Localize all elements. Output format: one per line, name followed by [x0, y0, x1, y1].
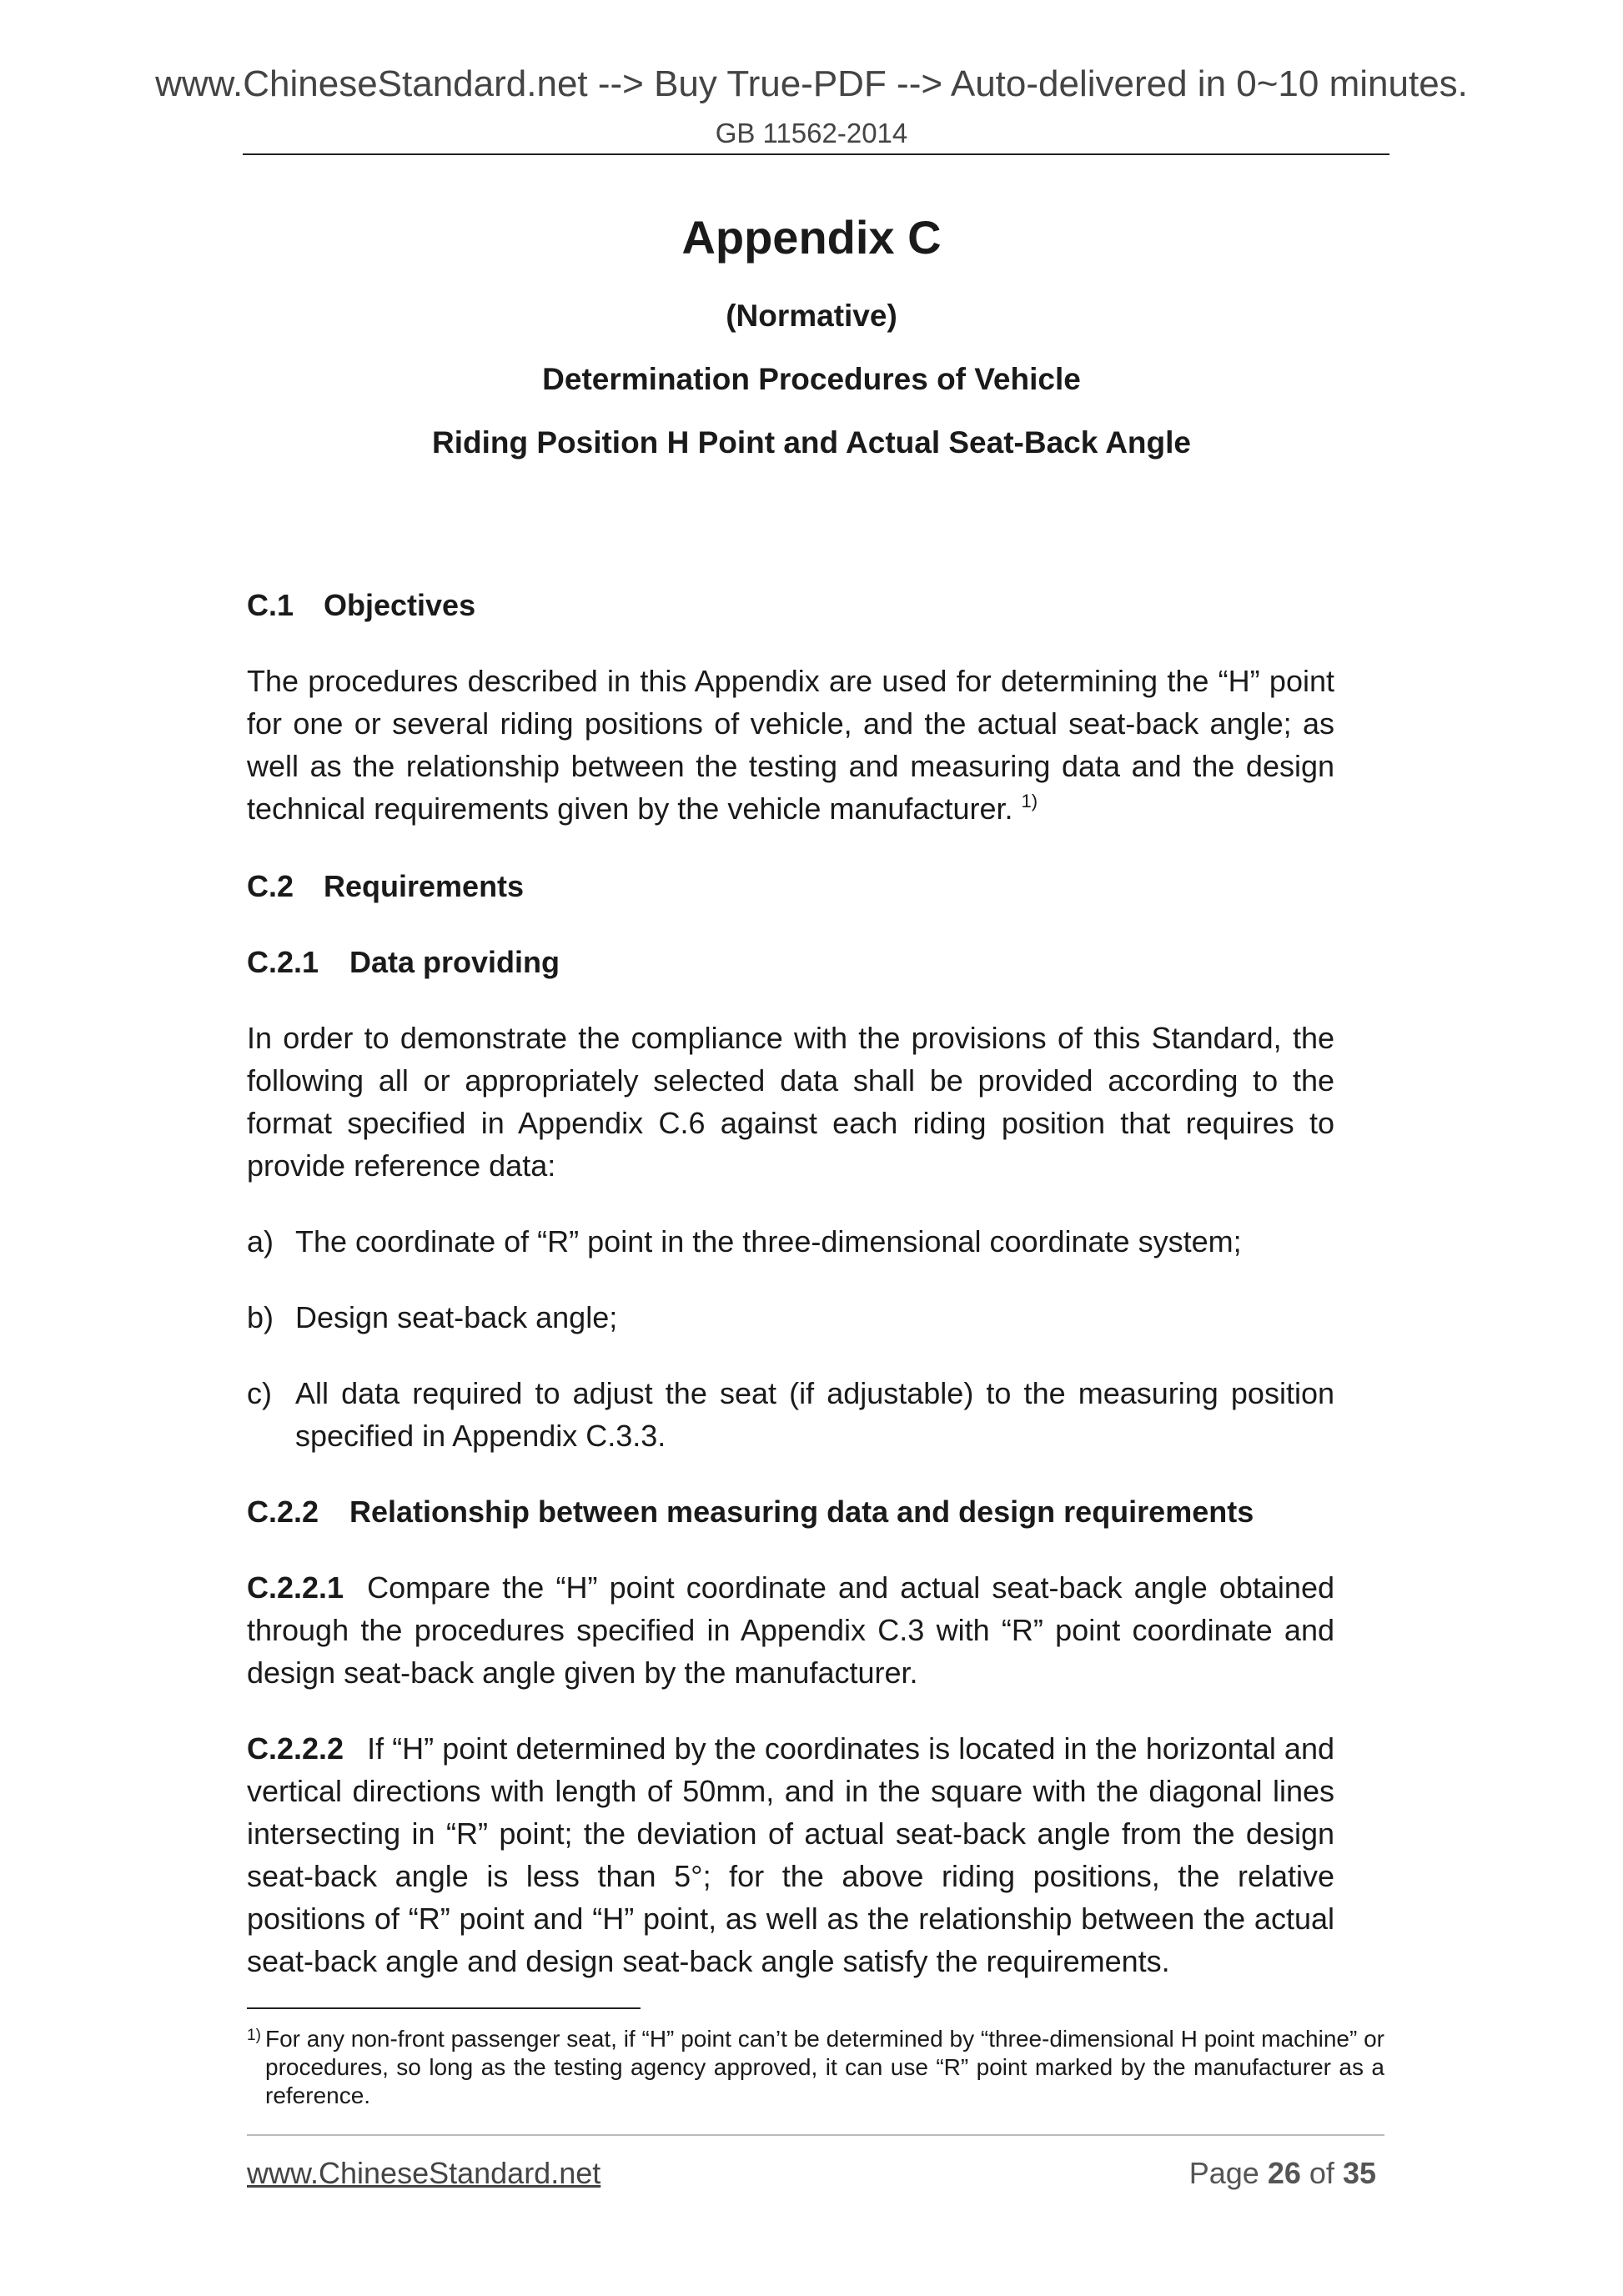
title-line-1: Determination Procedures of Vehicle	[542, 362, 1081, 396]
standard-code: GB 11562-2014	[715, 118, 908, 148]
section-c1-heading	[247, 584, 1334, 626]
page-of: of	[1309, 2156, 1334, 2190]
list-marker: c)	[247, 1376, 272, 1410]
paragraph-text: Compare the “H” point coordinate and actual seat-back angle obtained through the procedures specified in Appendix C.3 with “R” point coordinate and design seat-back angle given by the manufacturer.	[247, 1570, 1334, 1690]
normative-label: (Normative)	[726, 299, 897, 333]
section-c221-text	[247, 1566, 1334, 1694]
list-item	[247, 1220, 1334, 1263]
list-item	[247, 1372, 1334, 1457]
footnote-divider	[247, 2007, 641, 2009]
section-number: C.2.1	[247, 945, 319, 979]
section-c222-text	[247, 1727, 1334, 1982]
footnote-marker: 1)	[247, 2027, 261, 2044]
site-banner: www.ChineseStandard.net --> Buy True-PDF --> Auto-delivered in 0~10 minutes.	[155, 63, 1468, 104]
footnote-text: For any non-front passenger seat, if “H” point can’t be determined by “three-dimensional H point machine” or procedures, so long as the testing agency approved, it can use “R” point marked by the manufacturer as a reference.	[265, 2026, 1384, 2108]
footer-divider	[247, 2134, 1384, 2136]
list-marker: a)	[247, 1224, 274, 1259]
section-title: Objectives	[324, 588, 476, 622]
page-word: Page	[1188, 2156, 1259, 2190]
clause-number: C.2.2.2	[247, 1731, 344, 1766]
document-body	[247, 584, 1334, 2016]
header-divider	[243, 153, 1389, 155]
page-total: 35	[1342, 2156, 1376, 2190]
paragraph-text: If “H” point determined by the coordinates is located in the horizontal and vertical directions with length of 50mm, and in the square with the diagonal lines intersecting in “R” point; the deviation of actual seat-back angle from the design seat-back angle is less than 5°; for the above riding positions, the relative positions of “R” point and “H” point, as well as the relationship between the actual seat-back angle and design seat-back angle satisfy the requirements.	[247, 1731, 1334, 1978]
list-item	[247, 1296, 1334, 1339]
list-item-text: Design seat-back angle;	[295, 1300, 618, 1334]
section-c21-text: In order to demonstrate the compliance with the provisions of this Standard, the following all or appropriately selected data shall be provided according to the format specified in Appendix C.6 against each riding position that requires to provide reference data:	[247, 1021, 1334, 1183]
appendix-title: Appendix C	[681, 211, 942, 264]
section-title: Relationship between measuring data and design requirements	[349, 1495, 1254, 1529]
footnote-reference[interactable]: 1)	[1021, 791, 1038, 811]
paragraph-text: The procedures described in this Appendix are used for determining the “H” point for one or several riding positions of vehicle, and the actual seat-back angle; as well as the relationship between the testing and measuring data and the design technical requirements given by the vehicle manufacturer.	[247, 664, 1334, 826]
list-item-text: The coordinate of “R” point in the three-dimensional coordinate system;	[295, 1224, 1242, 1259]
section-c22-heading	[247, 1490, 1334, 1533]
section-number: C.2	[247, 869, 294, 903]
section-number: C.1	[247, 588, 294, 622]
footer-site-link[interactable]: www.ChineseStandard.net	[247, 2156, 601, 2190]
list-marker: b)	[247, 1300, 274, 1334]
page-current: 26	[1267, 2156, 1301, 2190]
title-line-2: Riding Position H Point and Actual Seat-Back Angle	[431, 425, 1191, 460]
section-title: Data providing	[349, 945, 560, 979]
section-c2-heading	[247, 865, 1334, 907]
section-c21-heading	[247, 941, 1334, 983]
section-number: C.2.2	[247, 1495, 319, 1529]
section-title: Requirements	[324, 869, 525, 903]
list-item-text: All data required to adjust the seat (if adjustable) to the measuring position specified in Appendix C.3.3.	[295, 1376, 1334, 1453]
page-number	[1189, 2156, 1376, 2191]
clause-number: C.2.2.1	[247, 1570, 344, 1605]
footnote	[247, 2025, 1384, 2110]
section-c1-text	[247, 660, 1334, 830]
